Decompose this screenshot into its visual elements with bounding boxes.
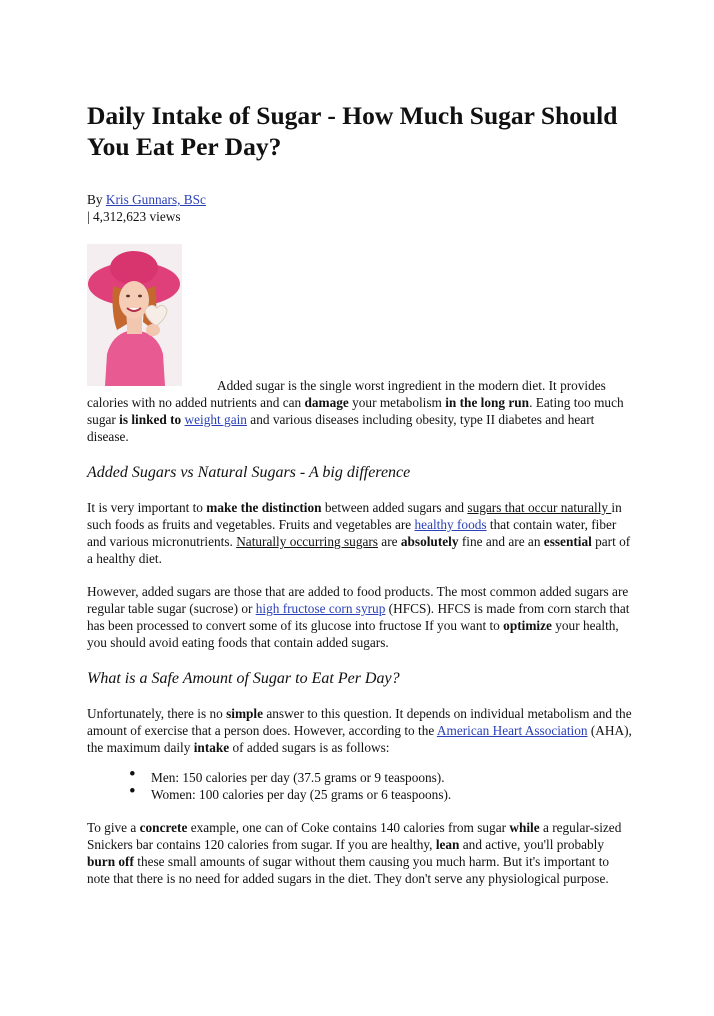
section-heading-added-vs-natural: Added Sugars vs Natural Sugars - A big difference (87, 464, 411, 481)
section2-paragraph-2: To give a concrete example, one can of Coke contains 140 calories from sugar while a regular-sized Snickers bar contains 120 calories from sugar. If you are healthy, lean and active, you'll probably burn off these small amounts of sugar without them causing you much harm. But it's important to note that there is no need for added sugars in the diet. They don't serve any physiological purpose. (87, 820, 622, 886)
section1-paragraph-2: However, added sugars are those that are added to food products. The most common added sugars are regular table sugar (sucrose) or high fructose corn syrup (HFCS). HFCS is made from corn starch that has been processed to convert some of its glucose into fructose If you want to optimize your health, you should avoid eating foods that contain added sugars. (87, 584, 630, 650)
article-image (87, 244, 635, 386)
aha-link[interactable]: American Heart Association (436, 723, 588, 738)
list-item: • Women: 100 calories per day (25 grams or 6 teaspoons). (151, 786, 635, 803)
section2-paragraph-1: Unfortunately, there is no simple answer to this question. It depends on individual metabolism and the amount of exercise that a person does. However, according to the American Heart Association (AHA), the maximum daily intake of added sugars is as follows: (87, 706, 632, 755)
list-item: • Men: 150 calories per day (37.5 grams or 9 teaspoons). (151, 769, 635, 786)
section1-paragraph-1: It is very important to make the distinction between added sugars and sugars that occur naturally in such foods as fruits and vegetables. Fruits and vegetables are healthy foods that contain water, fiber and various micronutrients. Naturally occurring sugars are absolutely fine and are an essential part of a healthy diet. (87, 500, 631, 566)
intro-paragraph: Added sugar is the single worst ingredient in the modern diet. It provides calories with no added nutrients and can damage your metabolism in the long run. Eating too much sugar is linked to weight gain and various diseases including obesity, type II diabetes and heart disease. (87, 378, 624, 444)
article (87, 100, 635, 887)
author-link[interactable]: Kris Gunnars, BSc (105, 192, 206, 207)
daily-limit-list (87, 769, 635, 803)
byline-by: By (87, 192, 103, 207)
naturally-occurring-sugars-link[interactable]: sugars that occur naturally (467, 500, 612, 515)
woman-with-pink-hat-photo (87, 244, 182, 386)
weight-gain-link[interactable]: weight gain (184, 412, 247, 427)
hfcs-link[interactable]: high fructose corn syrup (255, 601, 386, 616)
view-count: | 4,312,623 views (87, 209, 181, 224)
naturally-occurring-sugars-link-2[interactable]: Naturally occurring sugars (236, 534, 378, 549)
byline (87, 191, 635, 225)
section-heading-safe-amount: What is a Safe Amount of Sugar to Eat Per Day? (87, 670, 400, 687)
healthy-foods-link[interactable]: healthy foods (414, 517, 487, 532)
article-title: Daily Intake of Sugar - How Much Sugar Should You Eat Per Day? (87, 101, 618, 161)
